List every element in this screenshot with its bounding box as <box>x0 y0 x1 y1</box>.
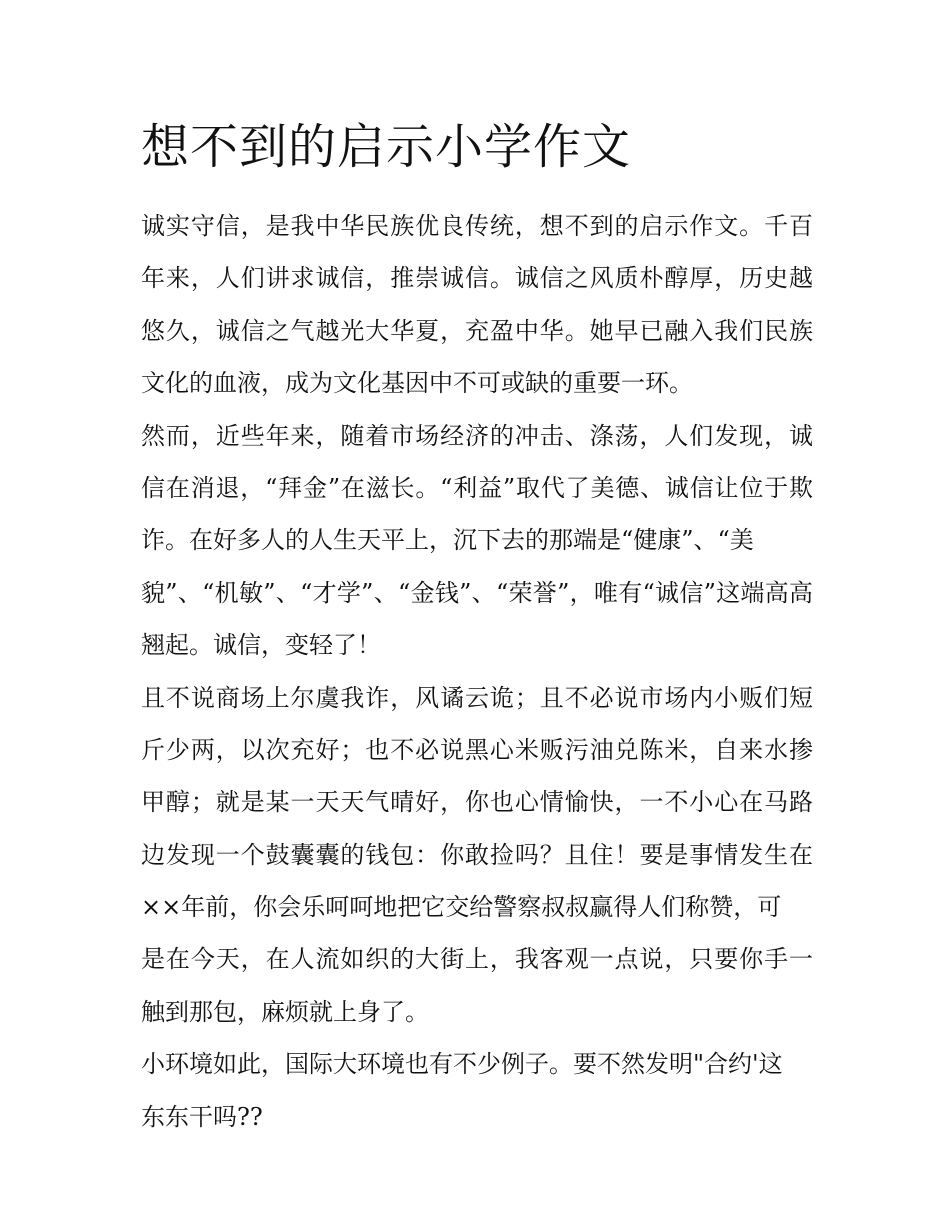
body-text-line: 边发现一个鼓囊囊的钱包：你敢捡吗？且住！要是事情发生在 <box>141 840 813 869</box>
body-text-line: 且不说商场上尔虞我诈，风谲云诡；且不必说市场内小贩们短 <box>141 683 813 712</box>
body-text-line: 触到那包，麻烦就上身了。 <box>141 997 429 1026</box>
body-text-line: 斤少两，以次充好；也不必说黑心米贩污油兑陈米，自来水掺 <box>141 735 813 764</box>
body-text-line: ××年前，你会乐呵呵地把它交给警察叔叔赢得人们称赞，可 <box>141 893 782 922</box>
body-text-line: 小环境如此，国际大环境也有不少例子。要不然发明"合约'这 <box>141 1050 783 1079</box>
body-text-line: 然而，近些年来，随着市场经济的冲击、涤荡，人们发现，诚 <box>141 421 813 450</box>
body-text-line: 是在今天，在人流如织的大街上，我客观一点说，只要你手一 <box>141 945 813 974</box>
body-text-line: 貌”、“机敏”、“才学”、“金钱”、“荣誉”，唯有“诚信”这端高高 <box>141 578 813 607</box>
body-text-line: 文化的血液，成为文化基因中不可或缺的重要一环。 <box>141 369 693 398</box>
body-text-line: 年来，人们讲求诚信，推崇诚信。诚信之风质朴醇厚，历史越 <box>141 264 813 293</box>
body-text-line: 信在消退，“拜金”在滋长。“利益”取代了美德、诚信让位于欺 <box>141 473 813 502</box>
body-text-line: 悠久，诚信之气越光大华夏，充盈中华。她早已融入我们民族 <box>141 316 813 345</box>
body-text-line: 诈。在好多人的人生天平上，沉下去的那端是“健康”、“美 <box>141 526 754 555</box>
document-title: 想不到的启示小学作文 <box>141 119 632 175</box>
body-text-line: 甲醇；就是某一天天气晴好，你也心情愉快，一不小心在马路 <box>141 788 813 817</box>
body-text-line: 翘起。诚信，变轻了！ <box>141 631 381 660</box>
body-text-line: 诚实守信，是我中华民族优良传统，想不到的启示作文。千百 <box>141 212 813 240</box>
document-body <box>141 200 813 1143</box>
body-text-line: 东东干吗?? <box>141 1102 263 1131</box>
